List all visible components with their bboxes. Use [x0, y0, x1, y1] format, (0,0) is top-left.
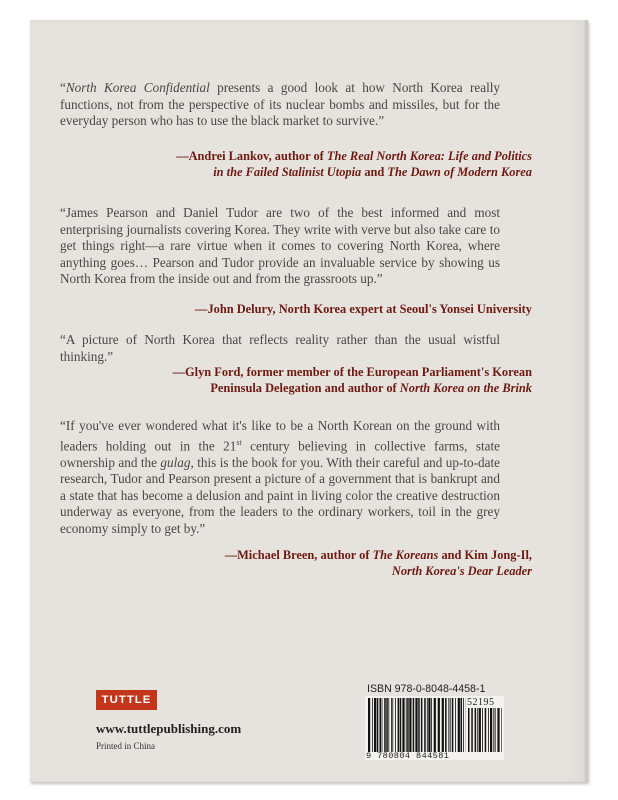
barcode-bar — [407, 698, 409, 752]
quote-text: “James Pearson and Daniel Tudor are two of the best informed and most enterprising journalists covering Korea. They write with verve but also take care to get things right—a rare virtue when it comes to covering North Korea, where anything goes… Pearson and Tudor provide an invaluable service by showing us North Korea from the inside out and from the grassroots up.” — [60, 205, 500, 287]
barcode-bar — [386, 698, 388, 752]
barcode-bar — [497, 708, 499, 752]
barcode-bar — [372, 698, 373, 752]
barcode-bar — [374, 698, 376, 752]
quote-text: presents a good look at how North Korea really functions, not from the perspective of its nuclear bombs and missiles, but for the everyday person who has to use the black market to survive.” — [60, 80, 500, 129]
barcode-bar — [384, 698, 386, 752]
review-quote-2 — [60, 205, 500, 288]
barcode-bar — [427, 698, 428, 752]
review-quote-1 — [60, 80, 500, 130]
barcode-bar — [482, 708, 483, 752]
attribution-line-2: North Korea's Dear Leader — [391, 564, 532, 579]
review-attribution-4 — [112, 547, 532, 580]
barcode-bar — [400, 698, 402, 752]
barcode-bar — [485, 708, 487, 752]
barcode-bar — [455, 698, 456, 752]
review-attribution-1 — [112, 148, 532, 181]
cover-edge — [584, 20, 588, 782]
attribution-line-2: Peninsula Delegation and author of North Korea on the Brink — [210, 381, 532, 396]
attribution-line-1: —Glyn Ford, former member of the European Parliament's Korean — [172, 365, 532, 379]
publisher-logo: TUTTLE — [96, 690, 157, 710]
book-back-cover — [30, 20, 588, 782]
review-attribution-3 — [112, 364, 532, 397]
barcode-bar — [434, 698, 436, 752]
barcode-bar — [461, 698, 463, 752]
barcode-bar — [391, 698, 392, 752]
barcode-bar — [463, 698, 464, 752]
publisher-url: www.tuttlepublishing.com — [96, 721, 242, 736]
barcode-bar — [368, 698, 370, 752]
review-quote-4 — [60, 418, 500, 538]
quote-text: , this is the book for you. With their careful and up-to-date research, Tudor and Pearson present a picture of a government that is bankrupt and a state that has become a delusion and paint in living color the creative destruction underway as everyone, from the leaders to the ordinary workers, toil in the grey economy simply to get by.” — [60, 454, 500, 536]
barcode-bar — [501, 708, 502, 752]
barcode-bar — [438, 698, 440, 752]
barcode-bar — [452, 698, 454, 752]
barcode-bar — [406, 698, 407, 752]
barcode-bar — [415, 698, 417, 752]
barcode-digits: 9 780804 844581 — [366, 751, 450, 761]
isbn-barcode — [368, 698, 466, 752]
barcode-bar — [490, 708, 492, 752]
barcode-bar — [409, 698, 411, 752]
barcode-bar — [388, 698, 389, 752]
barcode-bar — [468, 708, 470, 752]
quote-text: century believing in collective farms, state ownership and the — [60, 437, 500, 470]
barcode-bar — [448, 698, 449, 752]
barcode-bar — [380, 698, 382, 752]
printed-in: Printed in China — [96, 741, 155, 751]
attribution-line-2: in the Failed Stalinist Utopia and The Dawn of Modern Korea — [213, 165, 532, 180]
quote-italic-word: gulag — [160, 454, 191, 470]
barcode-bar — [445, 698, 447, 752]
attribution-line-1: —Andrei Lankov, author of The Real North Korea: Life and Politics — [176, 149, 532, 163]
price-code: 52195 — [467, 697, 495, 708]
quote-text: “A picture of North Korea that reflects reality rather than the usual wistful thinking.” — [60, 332, 500, 364]
barcode-bar — [395, 698, 396, 752]
barcode-bar — [424, 698, 426, 752]
ordinal-superscript: st — [236, 437, 242, 447]
barcode-bar — [471, 708, 473, 752]
barcode-bar — [475, 708, 477, 752]
attribution-line-1: —John Delury, North Korea expert at Seoul's Yonsei University — [195, 302, 532, 316]
barcode-bar — [450, 698, 451, 752]
barcode-bar — [382, 698, 383, 752]
barcode-bar — [477, 708, 478, 752]
barcode-bar — [442, 698, 444, 752]
barcode-bar — [413, 698, 415, 752]
price-barcode — [468, 708, 502, 752]
barcode-bar — [428, 698, 430, 752]
quote-text: “If you've ever wondered what it's like to be a North Korean on the ground with leaders holding out in the 21 — [60, 418, 500, 453]
attribution-line-1: —Michael Breen, author of The Koreans and Kim Jong-Il, — [224, 548, 532, 562]
quote-open-mark: “ — [60, 80, 66, 95]
barcode-bar — [392, 698, 393, 752]
barcode-bar — [495, 708, 496, 752]
barcode-bar — [479, 708, 481, 752]
review-attribution-2 — [112, 301, 532, 317]
review-quote-3 — [60, 332, 500, 365]
barcode-bar — [458, 698, 460, 752]
barcode-bar — [402, 698, 404, 752]
barcode-bar — [493, 708, 494, 752]
barcode-bar — [377, 698, 379, 752]
barcode-bar — [418, 698, 420, 752]
barcode-bar — [431, 698, 432, 752]
barcode-bar — [421, 698, 423, 752]
barcode-bar — [398, 698, 400, 752]
barcode-bar — [488, 708, 489, 752]
quote-book-title: North Korea Confidential — [65, 80, 210, 95]
isbn-label: ISBN 978-0-8048-4458-1 — [367, 683, 486, 695]
